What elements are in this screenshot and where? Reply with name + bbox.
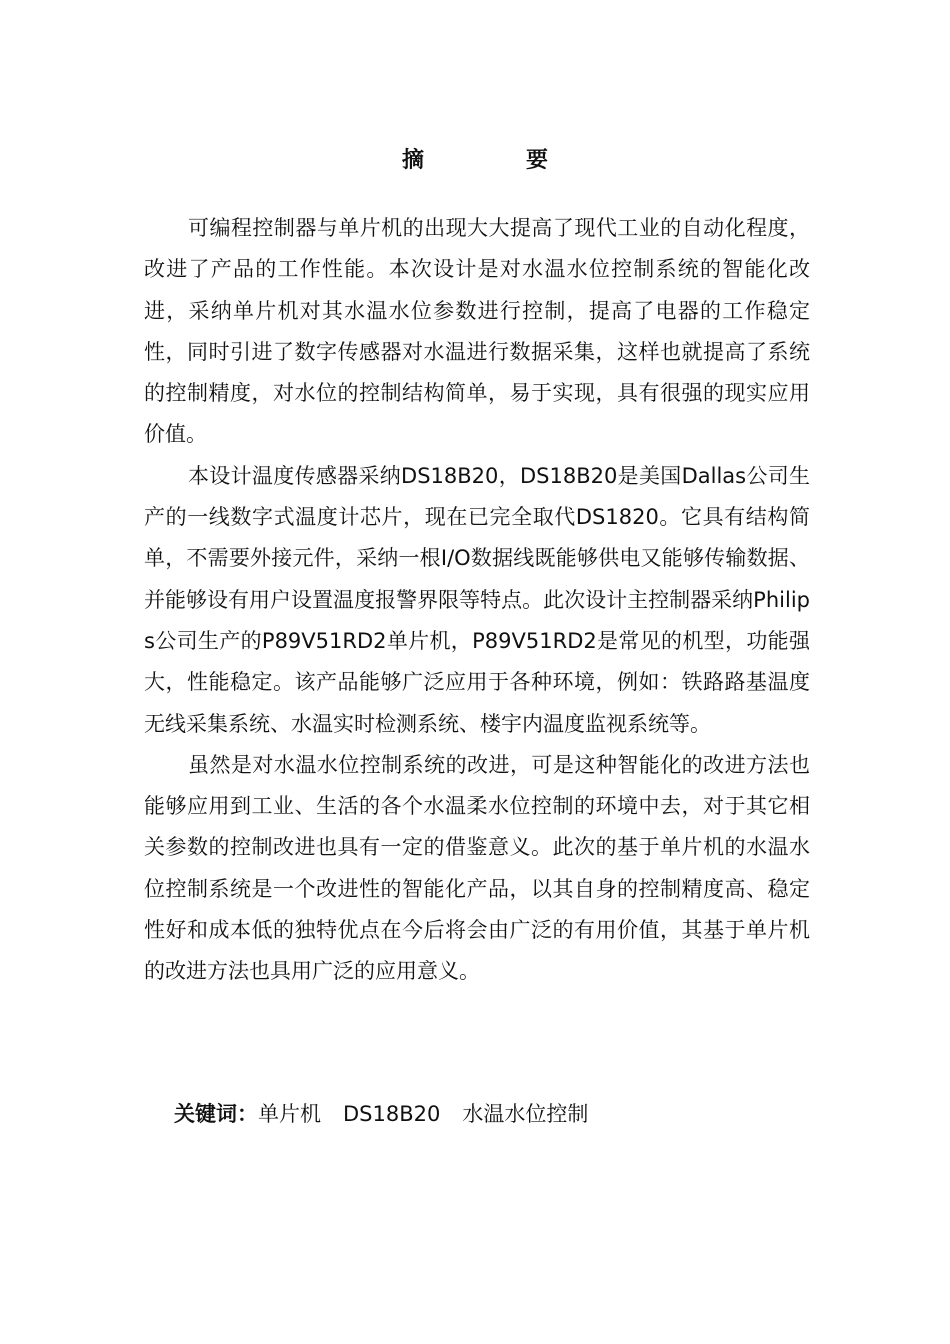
abstract-body xyxy=(144,208,810,993)
abstract-paragraph-2: 本设计温度传感器采纳DS18B20，DS18B20是美国Dallas公司生产的一线数字式温度计芯片，现在已完全取代DS1820。它具有结构简单，不需要外接元件，采纳一根I/O数据线既能够供电又能够传输数据、并能够设有用户设置温度报警界限等特点。此次设计主控制器采纳Philips公司生产的P89V51RD2单片机，P89V51RD2是常见的机型，功能强大，性能稳定。该产品能够广泛应用于各种环境，例如：铁路路基温度无线采集系统、水温实时检测系统、楼宇内温度监视系统等。 xyxy=(144,463,810,736)
keyword-item: DS18B20 xyxy=(343,1102,441,1126)
keywords-line xyxy=(174,1097,610,1131)
keywords-label: 关键词： xyxy=(174,1102,258,1126)
keyword-item: 单片机 xyxy=(258,1102,321,1126)
abstract-paragraph-1: 可编程控制器与单片机的出现大大提高了现代工业的自动化程度，改进了产品的工作性能。本次设计是对水温水位控制系统的智能化改进，采纳单片机对其水温水位参数进行控制，提高了电器的工作稳定性，同时引进了数字传感器对水温进行数据采集，这样也就提高了系统的控制精度，对水位的控制结构简单，易于实现，具有很强的现实应用价值。 xyxy=(144,216,810,447)
keyword-item: 水温水位控制 xyxy=(462,1102,589,1126)
abstract-paragraph-3: 虽然是对水温水位控制系统的改进，可是这种智能化的改进方法也能够应用到工业、生活的各个水温柔水位控制的环境中去，对于其它相关参数的控制改进也具有一定的借鉴意义。此次的基于单片机的水温水位控制系统是一个改进性的智能化产品，以其自身的控制精度高、稳定性好和成本低的独特优点在今后将会由广泛的有用价值，其基于单片机的改进方法也具用广泛的应用意义。 xyxy=(144,752,810,984)
page-title: 摘 要 xyxy=(401,148,588,173)
